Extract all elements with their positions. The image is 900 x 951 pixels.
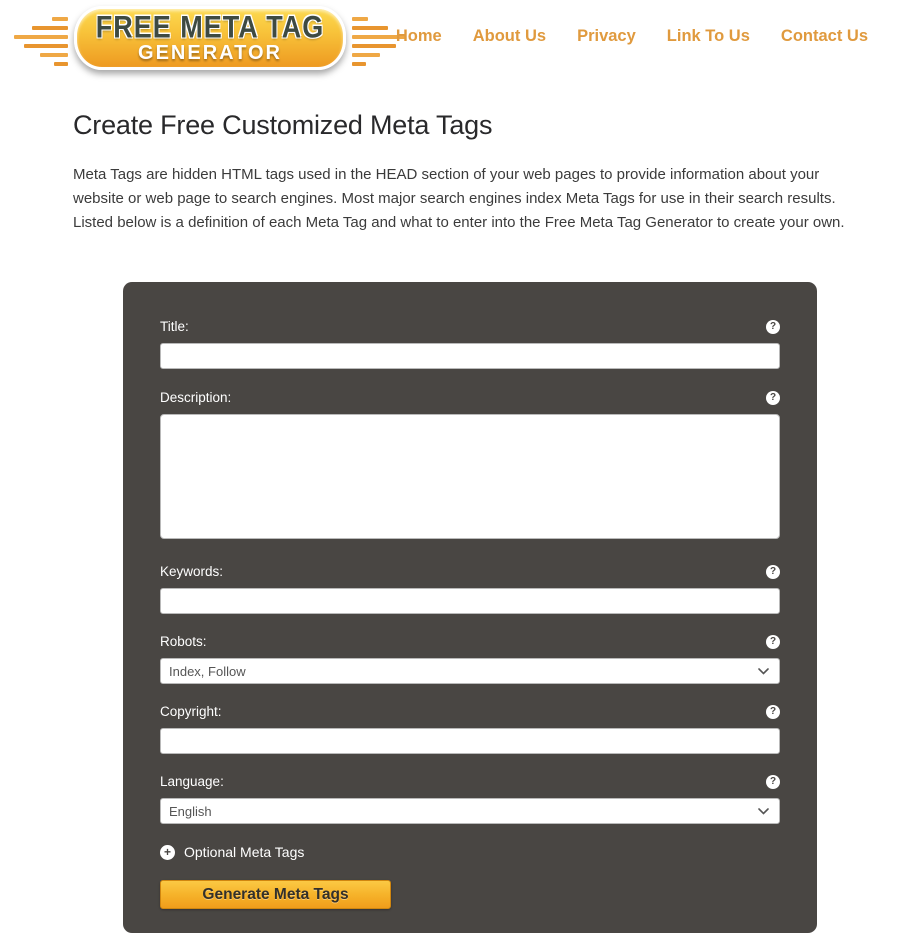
keywords-label: Keywords: [160,564,224,579]
robots-label: Robots: [160,634,207,649]
logo-text-line2: GENERATOR [138,41,282,64]
logo-badge [74,6,346,70]
chevron-down-icon [758,668,769,675]
robots-select-value: Index, Follow [169,663,246,679]
description-textarea[interactable] [160,414,780,539]
nav-link-privacy[interactable]: Privacy [577,27,636,45]
form-field-language [160,774,780,824]
optional-meta-tags-label: Optional Meta Tags [184,844,305,860]
page-title: Create Free Customized Meta Tags [73,110,493,140]
language-select[interactable] [160,798,780,824]
nav-link-link-to-us[interactable]: Link To Us [666,27,750,45]
title-label: Title: [160,319,189,334]
copyright-label: Copyright: [160,704,222,719]
nav-link-home[interactable]: Home [395,27,442,45]
help-icon[interactable]: ? [766,565,780,579]
intro-paragraph: Meta Tags are hidden HTML tags used in the HEAD section of your web pages to provide information about your website or web page to search engines. Most major search engines index Meta Tags for use in their search results. Listed below is a definition of each Meta Tag and what to enter into the Free Meta Tag Generator to create your own. [73,166,845,231]
form-field-robots [160,634,780,684]
generate-meta-tags-button[interactable]: Generate Meta Tags [160,880,391,909]
form-inner [123,282,817,909]
nav-link-contact-us[interactable]: Contact Us [780,27,868,45]
help-icon[interactable]: ? [766,320,780,334]
copyright-input[interactable] [160,728,780,754]
speed-lines-left-icon [14,17,68,66]
site-logo[interactable] [14,6,406,70]
language-select-value: English [169,803,212,819]
optional-meta-tags-toggle[interactable] [160,844,780,860]
form-field-description [160,390,780,544]
language-label: Language: [160,774,224,789]
main-nav [396,27,868,46]
form-field-keywords [160,564,780,614]
help-icon[interactable]: ? [766,391,780,405]
chevron-down-icon [758,808,769,815]
description-label: Description: [160,390,232,405]
nav-link-about-us[interactable]: About Us [472,27,547,45]
help-icon[interactable]: ? [766,705,780,719]
plus-circle-icon: + [160,845,175,860]
logo-text-line1: FREE META TAG [95,9,325,44]
robots-select[interactable] [160,658,780,684]
keywords-input[interactable] [160,588,780,614]
help-icon[interactable]: ? [766,635,780,649]
help-icon[interactable]: ? [766,775,780,789]
form-field-title [160,319,780,369]
form-field-copyright [160,704,780,754]
header [0,0,900,95]
meta-tag-form-panel [123,282,817,933]
title-input[interactable] [160,343,780,369]
